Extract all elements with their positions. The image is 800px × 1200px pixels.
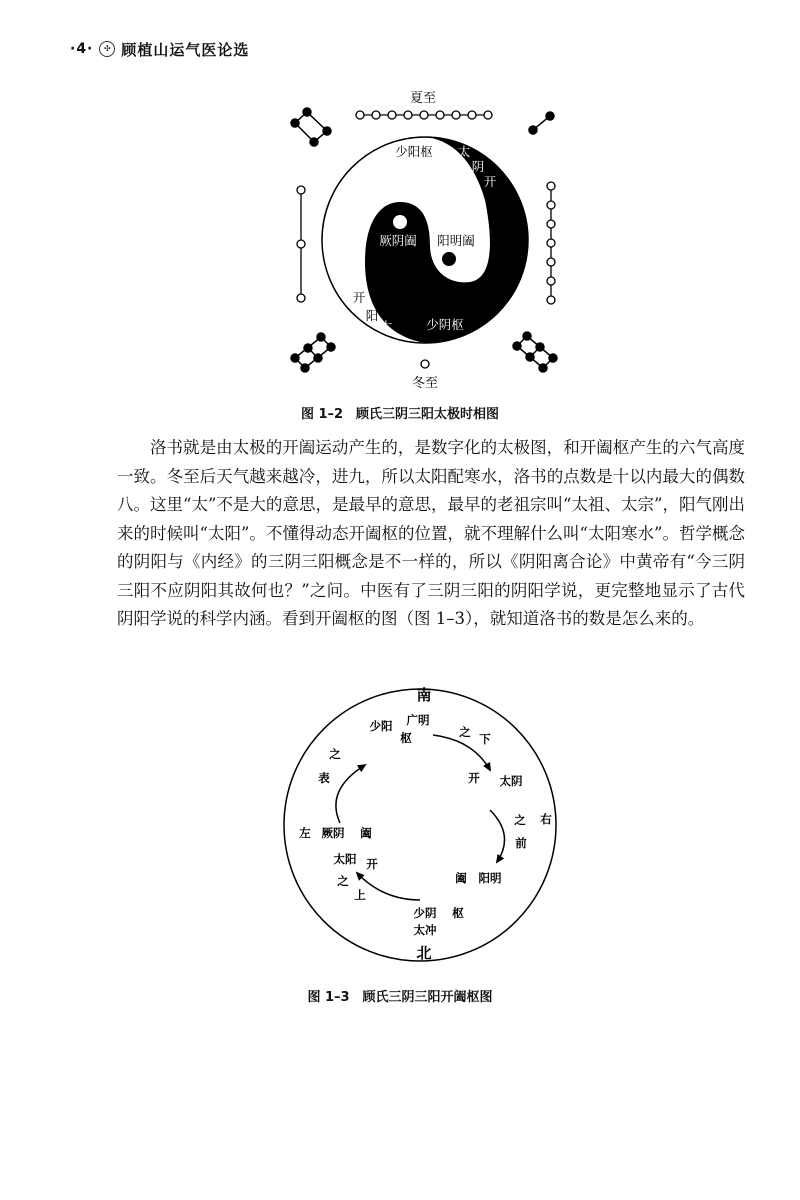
bottom-dot bbox=[421, 360, 429, 368]
label-shaoyang: 少阳 bbox=[369, 719, 393, 733]
label-jueyin-he: 厥阴阖 bbox=[379, 233, 417, 248]
label-yangming: 阳明 bbox=[478, 871, 502, 885]
label-shu-bottom: 枢 bbox=[452, 906, 464, 920]
figure2-caption: 图 1–3 顾氏三阴三阳开阖枢图 bbox=[307, 990, 493, 1005]
label-kai: 开 bbox=[483, 174, 497, 189]
label-taiyin: 太阴 bbox=[499, 774, 523, 788]
label-kai-left: 开 bbox=[366, 857, 378, 871]
figure-kai-he-shu-diagram bbox=[0, 680, 800, 970]
black-eye bbox=[442, 252, 456, 266]
label-zhi-bottom: 之 bbox=[337, 874, 349, 888]
page-header bbox=[70, 38, 249, 60]
label-shaoyin: 少阴 bbox=[413, 906, 437, 920]
figure1-caption: 图 1–2 顾氏三阴三阳太极时相图 bbox=[300, 407, 500, 422]
label-zhi-top: 之 bbox=[459, 725, 471, 739]
top-left-dot-group bbox=[291, 108, 331, 146]
label-yang-left: 阳 bbox=[365, 308, 379, 323]
paragraph: 洛书就是由太极的开阖运动产生的，是数字化的太极图，和开阖枢产生的六气高度一致。冬至后天气越来越冷，进九，所以太阳配寒水，洛书的点数是十以内最大的偶数八。这里“太”不是大的意思，是最早的意思，最早的老祖宗叫“太祖、太宗”，阳气刚出来的时候叫“太阳”。不懂得动态开阖枢的位置，就不理解什么叫“太阳寒水”。哲学概念的阴阳与《内经》的三阴三阳概念是不一样的，所以《阴阳离合论》中黄帝有“今三阴三阳不应阴阳其故何也？”之问。中医有了三阴三阳的阴阳学说，更完整地显示了古代阴阳学说的科学内涵。看到开阖枢的图（图 1–3），就知道洛书的数是怎么来的。 bbox=[117, 438, 745, 628]
label-shaoyin-shu: 少阴枢 bbox=[426, 317, 464, 332]
bottom-right-dot-group bbox=[513, 332, 557, 372]
label-taiyang: 太阳 bbox=[333, 852, 357, 866]
left-label: 左 bbox=[299, 826, 311, 840]
right-label: 右 bbox=[540, 812, 552, 826]
label-biao: 表 bbox=[318, 771, 330, 785]
north-label: 北 bbox=[416, 944, 432, 962]
bottom-left-dot-group bbox=[291, 333, 335, 372]
label-jueyin: 厥阴 bbox=[321, 826, 345, 840]
south-label: 南 bbox=[416, 686, 432, 704]
page-number: ·4· bbox=[70, 41, 94, 57]
book-title: 顾植山运气医论选 bbox=[121, 40, 250, 59]
label-yangming-he: 阳明阖 bbox=[437, 233, 475, 248]
left-dot-chain bbox=[297, 186, 305, 302]
label-shaoyang-shu: 少阳枢 bbox=[395, 144, 433, 159]
label-kai-right: 开 bbox=[468, 771, 480, 785]
figure-taiji-diagram bbox=[0, 85, 800, 395]
top-right-dot-group bbox=[529, 112, 554, 134]
label-he-right: 阖 bbox=[455, 871, 467, 885]
right-dot-chain bbox=[547, 182, 555, 304]
top-dot-chain bbox=[356, 111, 492, 119]
taiji-symbol bbox=[322, 137, 528, 343]
winter-solstice-label: 冬至 bbox=[411, 376, 439, 391]
arrow-bottom-left bbox=[357, 873, 420, 900]
arrow-left bbox=[336, 765, 365, 823]
label-tai-left: 太 bbox=[379, 319, 393, 334]
label-shu-top: 枢 bbox=[400, 731, 412, 745]
label-tai: 太 bbox=[457, 144, 471, 159]
label-kai-left: 开 bbox=[352, 290, 366, 305]
label-he-left: 阖 bbox=[360, 826, 372, 840]
circle-emblem-icon: ✣ bbox=[99, 41, 115, 57]
label-guangming: 广明 bbox=[406, 713, 430, 727]
label-yin: 阴 bbox=[471, 159, 485, 174]
label-qian: 前 bbox=[515, 836, 527, 850]
label-shang: 上 bbox=[354, 888, 366, 902]
body-text bbox=[117, 434, 745, 634]
arrow-right bbox=[490, 810, 505, 862]
white-eye bbox=[393, 215, 407, 229]
summer-solstice-label: 夏至 bbox=[409, 91, 437, 106]
label-zhi-right: 之 bbox=[514, 813, 526, 827]
label-xia: 下 bbox=[479, 732, 491, 746]
label-taichong: 太冲 bbox=[413, 923, 437, 937]
label-zhi-left: 之 bbox=[329, 747, 341, 761]
